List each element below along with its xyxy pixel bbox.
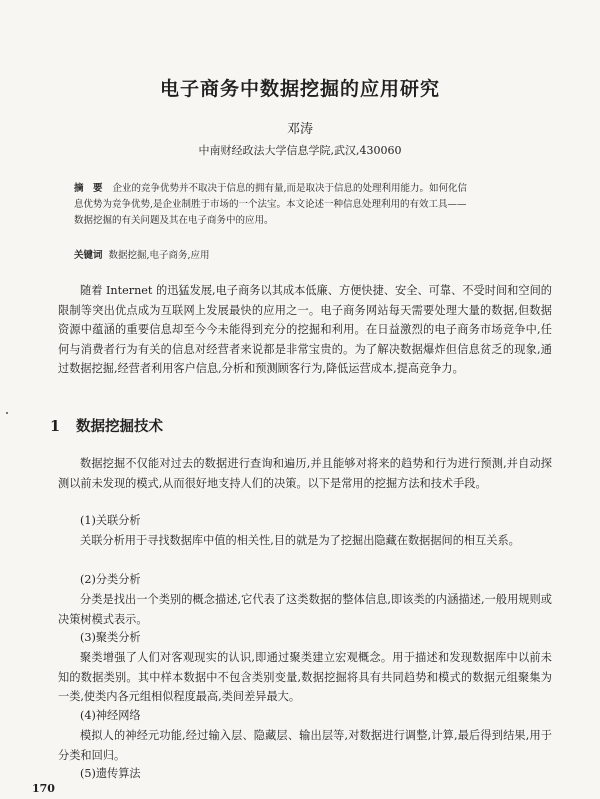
paper-title: 电子商务中数据挖掘的应用研究: [159, 78, 440, 100]
author-name: 邓涛: [286, 122, 313, 137]
abstract-line-1: 摘 要 企业的竞争优势并不取决于信息的拥有量,而是取决于信息的处理利用能力。如何化信: [74, 183, 468, 194]
subsection-heading-neural-network: (4)神经网络: [80, 709, 141, 722]
subsection-heading-clustering: (3)聚类分析: [80, 631, 141, 644]
intro-paragraph: 随着 Internet 的迅猛发展,电子商务以其成本低廉、方便快捷、安全、可靠、不受时间和空间的限制等突出优点成为互联网上发展最快的应用之一。电子商务网站每天需要处理大量的数据,但数据资源中蕴涵的重要信息却至今今未能得到充分的挖掘和利用。在日益激烈的电子商务市场竞争中,任何与消费者行为有关的信息对经营者来说都是非常宝贵的。为了解决数据爆炸但信息贫乏的现象,通过数据挖掘,经营者利用客户信息,分析和预测顾客行为,降低运营成本,提高竞争力。: [58, 284, 552, 376]
section-number: 1: [50, 418, 61, 435]
page-number: 170: [32, 782, 55, 795]
keywords: [74, 247, 534, 261]
author-affiliation: 中南财经政法大学信息学院,武汉,430060: [198, 144, 402, 157]
subsection-text-neural-network: 模拟人的神经元功能,经过输入层、隐藏层、输出层等,对数据进行调整,计算,最后得到结果,用于分类和回归。: [58, 729, 552, 762]
subsection-heading-classification: (2)分类分析: [80, 573, 141, 586]
abstract: [74, 181, 534, 229]
subsection-text-classification: 分类是找出一个类别的概念描述,它代表了这类数据的整体信息,即该类的内涵描述,一般用规则或决策树模式表示。: [58, 593, 552, 626]
subsection-text-association: 关联分析用于寻找数据库中值的相关性,目的就是为了挖掘出隐藏在数据据间的相互关系。: [80, 534, 520, 547]
subsection-text-clustering: 聚类增强了人们对客观现实的认识,即通过聚类建立宏观概念。用于描述和发现数据库中以前未知的数据类别。其中样本数据中不包含类别变量,数据挖掘将具有共同趋势和模式的数据元组聚集为一类,使类内各元组相似程度最高,类间差异最大。: [58, 651, 552, 704]
margin-mark: [6, 412, 8, 414]
abstract-line-2: 息优势为竞争优势,是企业制胜于市场的一个法宝。本文论述一种信息处理利用的有效工具——: [74, 199, 467, 210]
section-1-intro: 数据挖掘不仅能对过去的数据进行查询和遍历,并且能够对将来的趋势和行为进行预测,并自动探测以前未发现的模式,从而很好地支持人们的决策。以下是常用的挖掘方法和技术手段。: [58, 457, 552, 490]
subsection-heading-genetic-algorithm: (5)遗传算法: [80, 767, 141, 780]
abstract-label: 摘 要: [74, 183, 103, 194]
section-title: 数据挖掘技术: [76, 418, 163, 435]
keywords-label: 关键词: [74, 250, 103, 261]
section-1-heading: [50, 415, 163, 436]
abstract-line-3: 数据挖掘的有关问题及其在电子商务中的应用。: [74, 215, 274, 226]
keywords-text: 数据挖掘,电子商务,应用: [108, 250, 210, 261]
subsection-heading-association: (1)关联分析: [80, 514, 141, 527]
